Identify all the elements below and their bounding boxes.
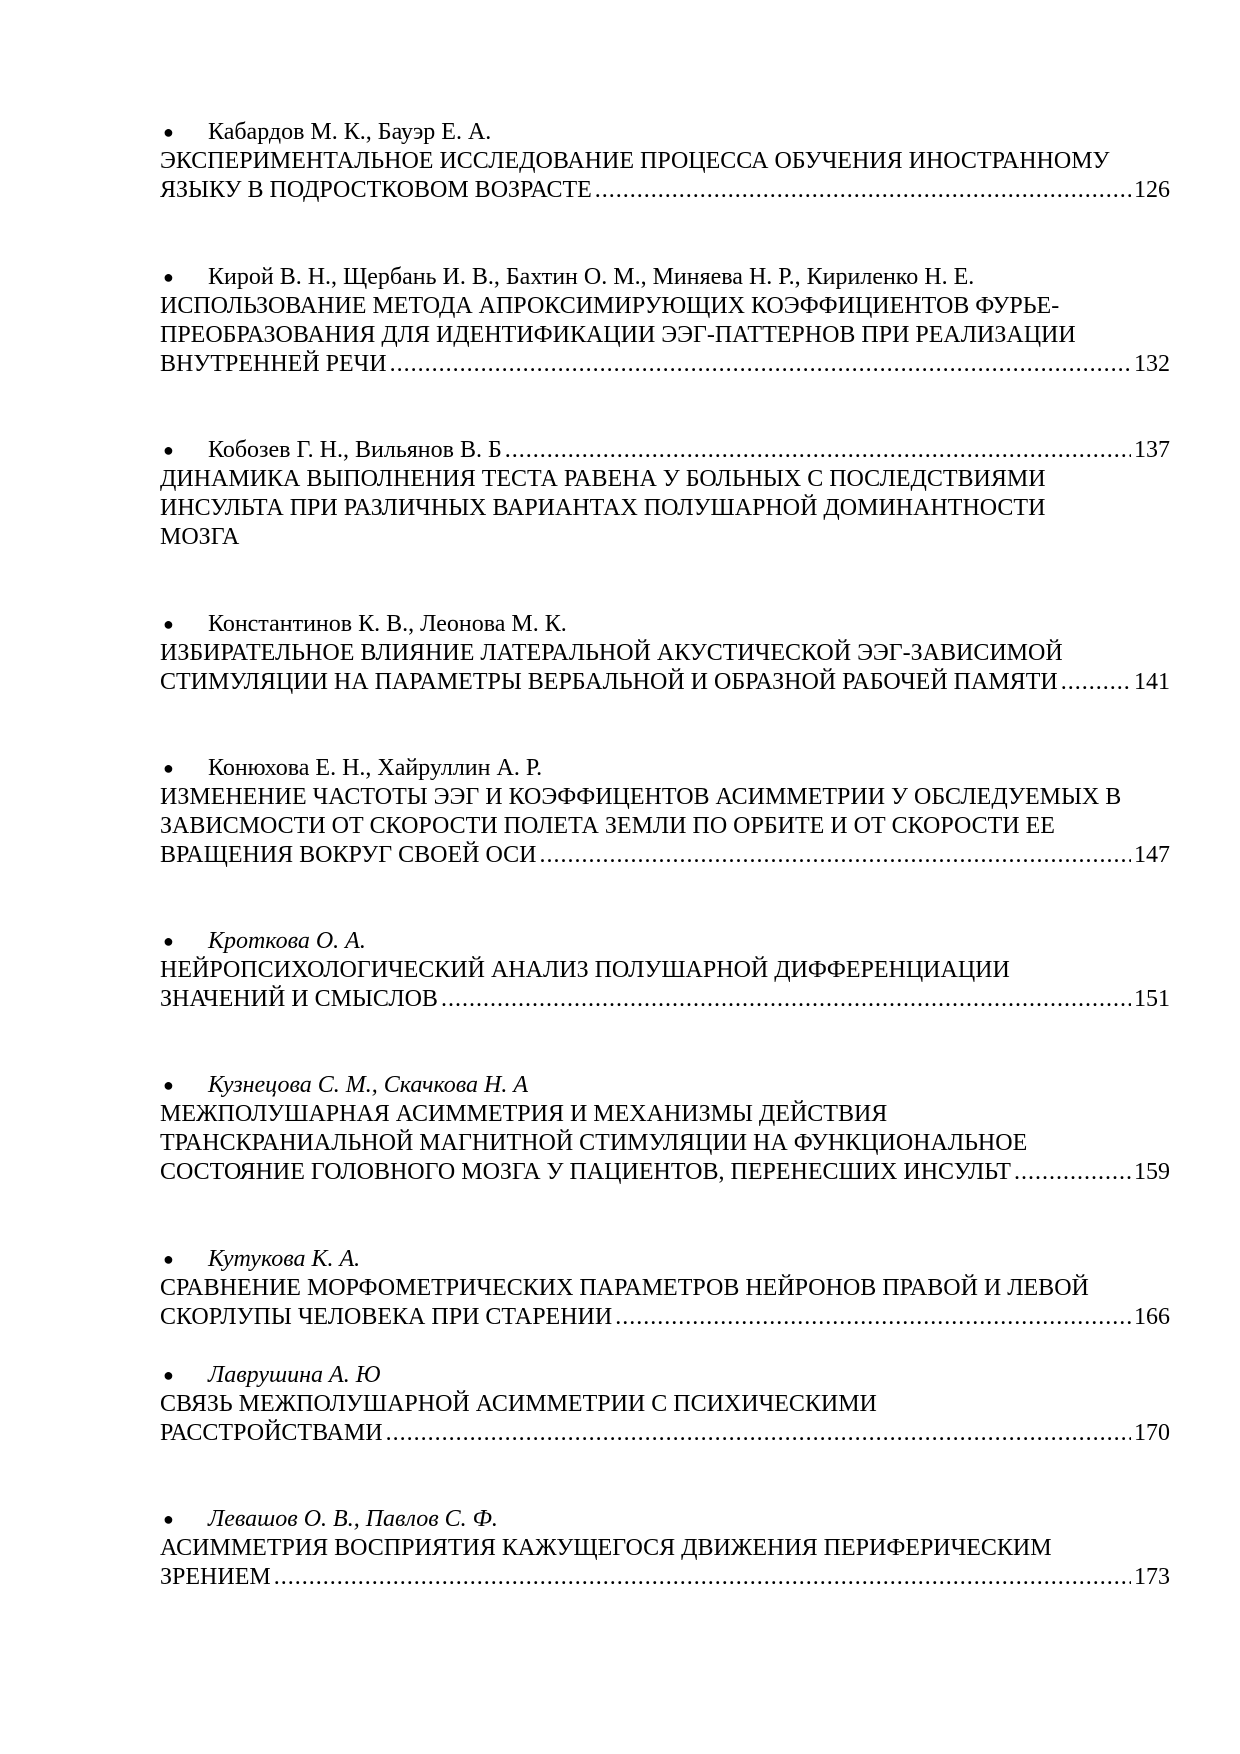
bullet-icon: ● <box>163 758 174 778</box>
entry-authors: ● Левашов О. В., Павлов С. Ф. <box>163 1506 498 1532</box>
dot-leader <box>1061 668 1131 697</box>
toc-entry[interactable] <box>160 1071 1170 1187</box>
entry-title-last-line: РАССТРОЙСТВАМИ ..... 170 <box>160 1419 1170 1448</box>
bullet-icon: ● <box>163 1365 174 1385</box>
entry-authors: ● Кирой В. Н., Щербань И. В., Бахтин О. М., Миняева Н. Р., Кириленко Н. Е. <box>163 264 975 290</box>
dot-leader <box>505 436 1131 465</box>
entry-title-line: ДИНАМИКА ВЫПОЛНЕНИЯ ТЕСТА РАВЕНА У БОЛЬНЫХ С ПОСЛЕДСТВИЯМИ <box>160 466 1046 492</box>
toc-entry[interactable] <box>160 118 1170 205</box>
dot-leader <box>595 176 1131 205</box>
entry-title-line: АСИММЕТРИЯ ВОСПРИЯТИЯ КАЖУЩЕГОСЯ ДВИЖЕНИЯ ПЕРИФЕРИЧЕСКИМ <box>160 1535 1052 1561</box>
dot-leader <box>1014 1158 1131 1187</box>
entry-authors: ● Кутукова К. А. <box>163 1246 361 1272</box>
page-number: 159 <box>1134 1159 1170 1185</box>
entry-title-line: ИНСУЛЬТА ПРИ РАЗЛИЧНЫХ ВАРИАНТАХ ПОЛУШАРНОЙ ДОМИНАНТНОСТИ <box>160 495 1046 521</box>
dot-leader <box>615 1303 1131 1332</box>
entry-authors: ● Кобозев Г. Н., Вильянов В. Б ..... 137 <box>160 436 1170 465</box>
page-number: 147 <box>1134 842 1170 868</box>
entry-title-line: СРАВНЕНИЕ МОРФОМЕТРИЧЕСКИХ ПАРАМЕТРОВ НЕЙРОНОВ ПРАВОЙ И ЛЕВОЙ <box>160 1275 1089 1301</box>
page-number: 173 <box>1134 1564 1170 1590</box>
entry-title-line: ЭКСПЕРИМЕНТАЛЬНОЕ ИССЛЕДОВАНИЕ ПРОЦЕССА ОБУЧЕНИЯ ИНОСТРАННОМУ <box>160 148 1110 174</box>
entry-title-last-line: СКОРЛУПЫ ЧЕЛОВЕКА ПРИ СТАРЕНИИ ..... 166 <box>160 1303 1170 1332</box>
toc-entry[interactable] <box>160 1361 1170 1448</box>
entry-title-line: ПРЕОБРАЗОВАНИЯ ДЛЯ ИДЕНТИФИКАЦИИ ЭЭГ-ПАТТЕРНОВ ПРИ РЕАЛИЗАЦИИ <box>160 322 1076 348</box>
entry-title-line: МЕЖПОЛУШАРНАЯ АСИММЕТРИЯ И МЕХАНИЗМЫ ДЕЙСТВИЯ <box>160 1101 888 1127</box>
bullet-icon: ● <box>163 122 174 142</box>
entry-authors: ● Кабардов М. К., Бауэр Е. А. <box>163 119 492 145</box>
toc-entry[interactable] <box>160 754 1170 870</box>
entry-title-line: МОЗГА <box>160 524 240 550</box>
toc-entry[interactable] <box>160 1505 1170 1592</box>
bullet-icon: ● <box>163 931 174 951</box>
entry-authors: ● Конюхова Е. Н., Хайруллин А. Р. <box>163 755 543 781</box>
page-number: 151 <box>1134 986 1170 1012</box>
page-number: 126 <box>1134 177 1170 203</box>
dot-leader <box>539 841 1131 870</box>
entry-title-last-line: СОСТОЯНИЕ ГОЛОВНОГО МОЗГА У ПАЦИЕНТОВ, ПЕРЕНЕСШИХ ИНСУЛЬТ ..... 159 <box>160 1158 1170 1187</box>
entry-authors: ● Кузнецова С. М., Скачкова Н. А <box>163 1072 529 1098</box>
entry-title-last-line: ЗРЕНИЕМ ..... 173 <box>160 1563 1170 1592</box>
bullet-icon: ● <box>163 440 174 460</box>
bullet-icon: ● <box>163 614 174 634</box>
entry-title-line: ТРАНСКРАНИАЛЬНОЙ МАГНИТНОЙ СТИМУЛЯЦИИ НА ФУНКЦИОНАЛЬНОЕ <box>160 1130 1028 1156</box>
toc-entry[interactable] <box>160 1245 1170 1332</box>
page-number: 166 <box>1134 1304 1170 1330</box>
bullet-icon: ● <box>163 1075 174 1095</box>
entry-title-line: ИЗМЕНЕНИЕ ЧАСТОТЫ ЭЭГ И КОЭФФИЦЕНТОВ АСИММЕТРИИ У ОБСЛЕДУЕМЫХ В <box>160 784 1122 810</box>
dot-leader <box>390 350 1131 379</box>
entry-authors: ● Лаврушина А. Ю <box>163 1362 381 1388</box>
entry-title-last-line: СТИМУЛЯЦИИ НА ПАРАМЕТРЫ ВЕРБАЛЬНОЙ И ОБРАЗНОЙ РАБОЧЕЙ ПАМЯТИ ..... 141 <box>160 668 1170 697</box>
page-number: 137 <box>1134 437 1170 463</box>
entry-title-line: СВЯЗЬ МЕЖПОЛУШАРНОЙ АСИММЕТРИИ С ПСИХИЧЕСКИМИ <box>160 1391 877 1417</box>
entry-title-last-line: ЯЗЫКУ В ПОДРОСТКОВОМ ВОЗРАСТЕ ..... 126 <box>160 176 1170 205</box>
dot-leader <box>386 1419 1131 1448</box>
entry-title-line: ИЗБИРАТЕЛЬНОЕ ВЛИЯНИЕ ЛАТЕРАЛЬНОЙ АКУСТИЧЕСКОЙ ЭЭГ-ЗАВИСИМОЙ <box>160 640 1063 666</box>
toc-entry[interactable] <box>160 610 1170 697</box>
dot-leader <box>274 1563 1131 1592</box>
entry-title-line: ИСПОЛЬЗОВАНИЕ МЕТОДА АПРОКСИМИРУЮЩИХ КОЭФФИЦИЕНТОВ ФУРЬЕ- <box>160 293 1060 319</box>
bullet-icon: ● <box>163 267 174 287</box>
toc-entry[interactable] <box>160 927 1170 1014</box>
entry-title-line: ЗАВИСМОСТИ ОТ СКОРОСТИ ПОЛЕТА ЗЕМЛИ ПО ОРБИТЕ И ОТ СКОРОСТИ ЕЕ <box>160 813 1055 839</box>
toc-entry[interactable] <box>160 436 1170 552</box>
bullet-icon: ● <box>163 1249 174 1269</box>
entry-title-last-line: ВНУТРЕННЕЙ РЕЧИ ..... 132 <box>160 350 1170 379</box>
page-number: 141 <box>1134 669 1170 695</box>
bullet-icon: ● <box>163 1509 174 1529</box>
entry-title-last-line: ЗНАЧЕНИЙ И СМЫСЛОВ ..... 151 <box>160 985 1170 1014</box>
entry-title-last-line: ВРАЩЕНИЯ ВОКРУГ СВОЕЙ ОСИ ..... 147 <box>160 841 1170 870</box>
entry-authors: ● Кроткова О. А. <box>163 928 366 954</box>
entry-title-line: НЕЙРОПСИХОЛОГИЧЕСКИЙ АНАЛИЗ ПОЛУШАРНОЙ ДИФФЕРЕНЦИАЦИИ <box>160 957 1010 983</box>
entry-authors: ● Константинов К. В., Леонова М. К. <box>163 611 567 637</box>
toc-entry[interactable] <box>160 263 1170 379</box>
page-number: 132 <box>1134 351 1170 377</box>
dot-leader <box>441 985 1131 1014</box>
page-number: 170 <box>1134 1420 1170 1446</box>
